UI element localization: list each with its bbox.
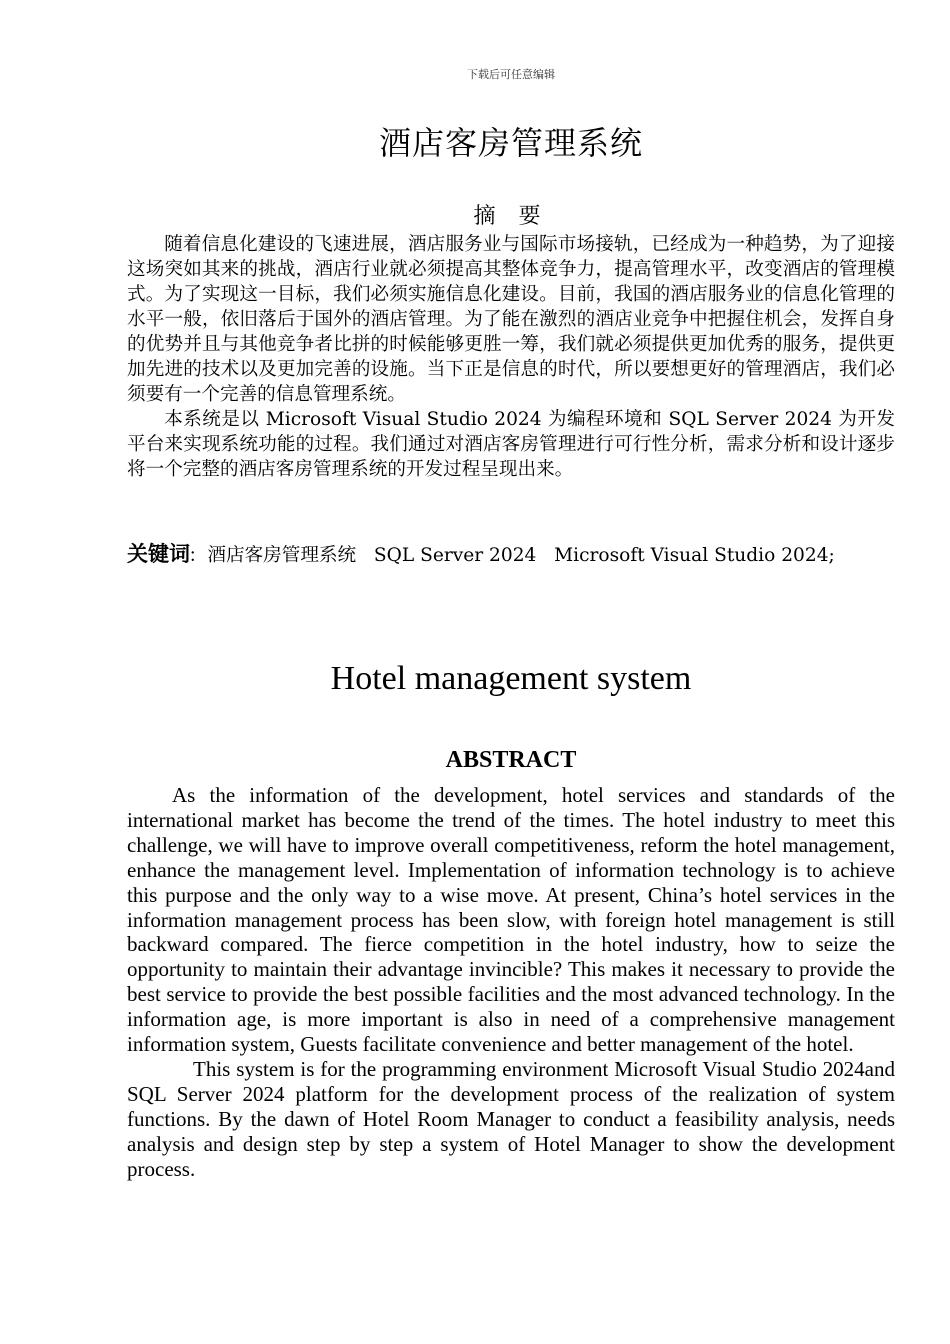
chinese-paragraph-2: 本系统是以 Microsoft Visual Studio 2024 为编程环境和 SQL Server 2024 为开发平台来实现系统功能的过程。我们通过对酒店客房管理进行可行性分析，需求分析和设计逐步将一个完整的酒店客房管理系统的开发过程呈现出来。 bbox=[127, 409, 895, 480]
keywords-separator: : bbox=[190, 544, 196, 566]
english-abstract-heading: ABSTRACT bbox=[445, 747, 577, 773]
chinese-paragraph-1: 随着信息化建设的飞速进展，酒店服务业与国际市场接轨，已经成为一种趋势，为了迎接这场突如其来的挑战，酒店行业就必须提高其整体竞争力，提高管理水平，改变酒店的管理模式。为了实现这一目标，我们必须实施信息化建设。目前，我国的酒店服务业的信息化管理的水平一般，依旧落后于国外的酒店管理。为了能在激烈的酒店业竞争中把握住机会，发挥自身的优势并且与其他竞争者比拼的时候能够更胜一筹，我们就必须提供更加优秀的服务，提供更加先进的技术以及更加完善的设施。当下正是信息的时代，所以要想更好的管理酒店，我们必须要有一个完善的信息管理系统。 bbox=[127, 234, 895, 405]
keywords-line bbox=[127, 538, 927, 568]
english-title: Hotel management system bbox=[330, 660, 692, 697]
english-paragraph-2: This system is for the programming environment Microsoft Visual Studio 2024and SQL Server 2024 platform for the development process of the realization of system functions. By the dawn of Hotel Room Manager to conduct a feasibility analysis, needs analysis and design step by step a system of Hotel Manager to show the development process. bbox=[127, 1056, 895, 1181]
english-paragraph-1: As the information of the development, hotel services and standards of the international market has become the trend of the times. The hotel industry to meet this challenge, we will have to improve overall competitiveness, reform the hotel management, enhance the management level. Implementation of information technology is to achieve this purpose and the only way to a wise move. At present, China’s hotel services in the information management process has been slow, with foreign hotel management is still backward compared. The fierce competition in the hotel industry, how to seize the opportunity to maintain their advantage invincible? This makes it necessary to provide the best service to provide the best possible facilities and the most advanced technology. In the information age, is more important is also in need of a comprehensive management information system, Guests facilitate convenience and better management of the hotel. bbox=[127, 783, 895, 1057]
keywords-label: 关键词 bbox=[127, 542, 190, 566]
keywords-items: 酒店客房管理系统 SQL Server 2024 Microsoft Visual Studio 2024; bbox=[207, 545, 835, 566]
english-abstract-body bbox=[127, 783, 895, 1182]
chinese-title: 酒店客房管理系统 bbox=[378, 124, 643, 162]
header-note: 下载后可任意编辑 bbox=[467, 68, 555, 81]
chinese-abstract-body bbox=[127, 232, 895, 482]
chinese-abstract-heading: 摘 要 bbox=[473, 204, 549, 229]
